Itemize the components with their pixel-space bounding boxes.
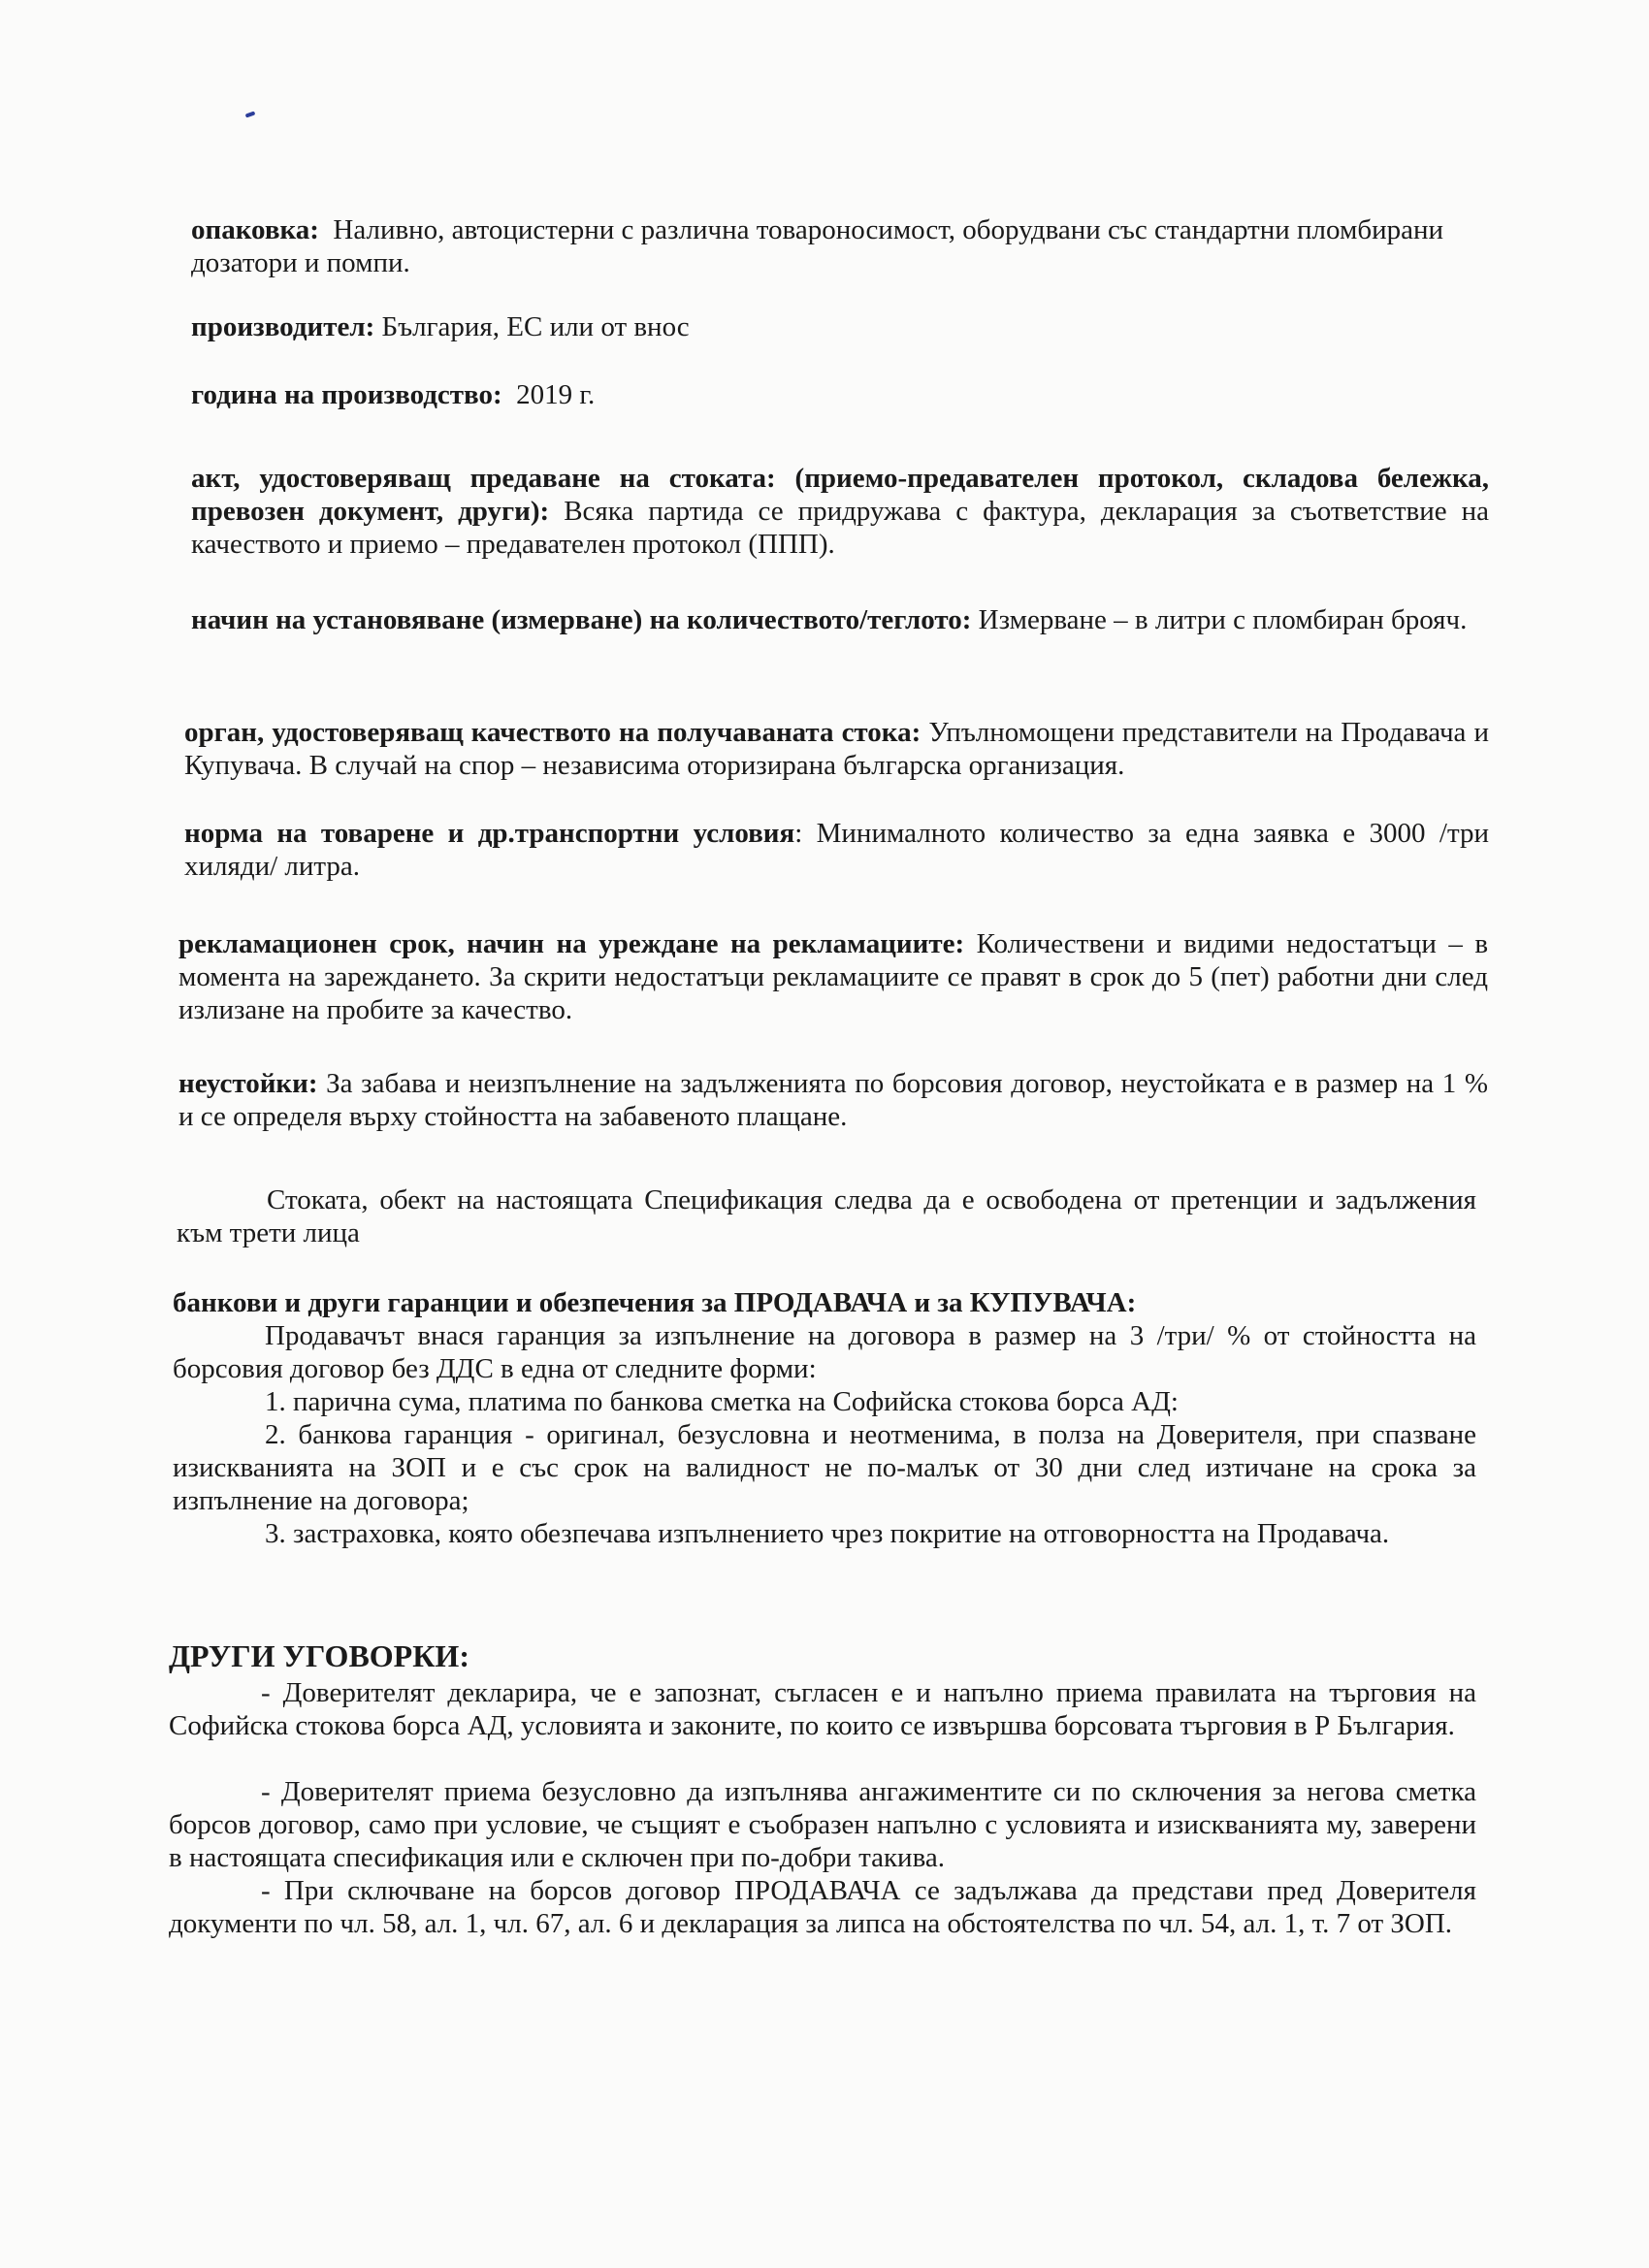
section-label: акт, удостоверяващ предаване на стоката: (приемо-предавателен протокол, складова бележка, превозен документ, други): — [191, 463, 1489, 527]
section-text: Всяка партида се придружава с фактура, декларация за съответствие на качеството и приемо – предавателен протокол (ППП). — [191, 496, 1490, 560]
pen-mark — [245, 111, 256, 117]
section-quality-body — [184, 716, 1489, 782]
section-text: Количествени и видими недостатъци – в момента на зареждането. За скрити недостатъци рекламациите се правят в срок до 5 (пет) работни дни след излизане на пробите за качество. — [178, 928, 1489, 1025]
guarantee-item: 2. банкова гаранция - оригинал, безусловна и неотменима, в полза на Доверителя, при спазване изискванията на ЗОП и е със срок на валидност не по-малък от 30 дни след изтичане на срока за изпълнение на договора; — [173, 1419, 1476, 1516]
other-term-item: - При сключване на борсов договор ПРОДАВАЧА се задължава да представи пред Доверителя документи по чл. 58, ал. 1, чл. 67, ал. 6 и декларация за липса на обстоятелства по чл. 54, ал. 1, т. 7 от ЗОП. — [169, 1875, 1476, 1939]
guarantees-heading: банкови и други гаранции и обезпечения за ПРОДАВАЧА и за КУПУВАЧА: — [173, 1287, 1137, 1318]
section-text: Упълномощени представители на Продавача и Купувача. В случай на спор – независима оторизирана българска организация. — [184, 717, 1490, 781]
section-measurement — [191, 603, 1489, 636]
section-label: неустойки: — [178, 1068, 318, 1099]
guarantee-item: 3. застраховка, която обезпечава изпълнението чрез покритие на отговорността на Продавача. — [265, 1518, 1390, 1549]
section-text: България, ЕС или от внос — [381, 311, 690, 342]
section-label: норма на товарене и др.транспортни условия — [184, 818, 795, 849]
other-terms-heading: ДРУГИ УГОВОРКИ: — [169, 1638, 469, 1673]
release-paragraph: Стоката, обект на настоящата Спецификация следва да е освободена от претенции и задължения към трети лица — [177, 1184, 1476, 1248]
section-packaging — [191, 213, 1481, 279]
section-label: година на производство: — [191, 379, 502, 410]
section-label: рекламационен срок, начин на уреждане на рекламациите: — [178, 928, 965, 959]
section-label: производител: — [191, 311, 375, 342]
section-penalties — [178, 1067, 1488, 1133]
other-term-item: - Доверителят приема безусловно да изпълнява ангажиментите си по сключения за негова сметка борсов договор, само при условие, че същият е съобразен напълно с условията и изискванията му, заверени в настоящата спесификация или е сключен при по-добри такива. — [169, 1776, 1476, 1873]
section-delivery-act — [191, 462, 1489, 561]
guarantee-item: 1. парична сума, платима по банкова сметка на Софийска стокова борса АД: — [265, 1386, 1179, 1417]
section-label: опаковка: — [191, 214, 319, 245]
section-text: Измерване – в литри с пломбиран брояч. — [978, 604, 1468, 635]
section-label: начин на установяване (измерване) на количеството/теглото: — [191, 604, 972, 635]
section-label: орган, удостоверяващ качеството на получаваната стока: — [184, 717, 922, 748]
section-loading-norm — [184, 817, 1489, 883]
section-manufacturer — [191, 310, 1481, 343]
section-text: 2019 г. — [516, 379, 596, 410]
section-text: Наливно, автоцистерни с различна товароносимост, оборудвани със стандартни пломбирани дозатори и помпи. — [191, 214, 1443, 278]
section-year — [191, 378, 1481, 411]
other-term-item: - Доверителят декларира, че е запознат, съгласен е и напълно приема правилата на търговия на Софийска стокова борса АД, условията и законите, по които се извършва борсовата търговия в Р България. — [169, 1677, 1476, 1741]
section-text: : Минималното количество за една заявка е 3000 /три хиляди/ литра. — [184, 818, 1490, 882]
guarantees-intro: Продавачът внася гаранция за изпълнение на договора в размер на 3 /три/ % от стойността на борсовия договор без ДДС в една от следните форми: — [173, 1320, 1476, 1384]
section-text: За забава и неизпълнение на задълженията по борсовия договор, неустойката е в размер на 1 % и се определя върху стойността на забавеното плащане. — [178, 1068, 1488, 1132]
section-claims — [178, 927, 1488, 1026]
